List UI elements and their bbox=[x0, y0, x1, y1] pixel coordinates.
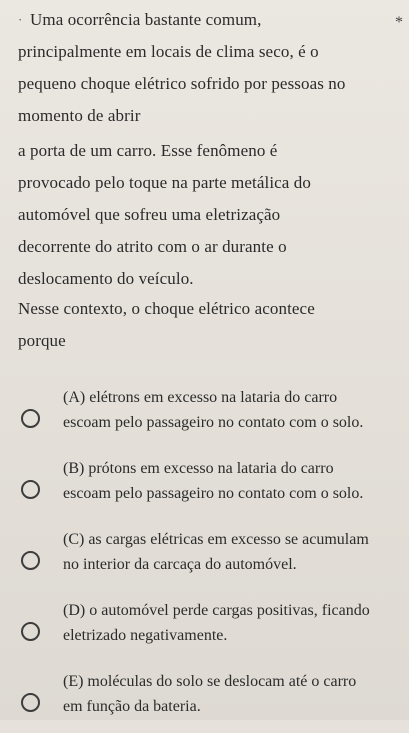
question-line-8: decorrente do atrito com o ar durante o bbox=[18, 237, 287, 256]
option-e[interactable] bbox=[0, 669, 409, 733]
question-prompt bbox=[18, 293, 400, 357]
radio-icon[interactable] bbox=[21, 622, 40, 641]
question-line-3: pequeno choque elétrico sofrido por pessoas no bbox=[18, 74, 346, 93]
question-line-4: momento de abrir bbox=[18, 106, 141, 125]
question-line-6: provocado pelo toque na parte metálica do bbox=[18, 173, 311, 192]
bullet-dot: · bbox=[18, 12, 23, 27]
option-c[interactable] bbox=[0, 527, 409, 591]
option-b-label: (B) prótons em excesso na lataria do carro escoam pelo passageiro no contato com o solo. bbox=[63, 460, 364, 502]
question-line-2: principalmente em locais de clima seco, é o bbox=[18, 42, 319, 61]
question-line-5: a porta de um carro. Esse fenômeno é bbox=[18, 141, 278, 160]
radio-icon[interactable] bbox=[21, 551, 40, 570]
radio-icon[interactable] bbox=[21, 409, 40, 428]
question-text-block-2 bbox=[18, 135, 400, 295]
radio-icon[interactable] bbox=[21, 480, 40, 499]
option-c-label: (C) as cargas elétricas em excesso se acumulam no interior da carcaça do automóvel. bbox=[63, 531, 369, 573]
option-a[interactable] bbox=[0, 385, 409, 449]
option-d[interactable] bbox=[0, 598, 409, 662]
question-line-1: · Uma ocorrência bastante comum, bbox=[30, 4, 390, 36]
question-line-9: deslocamento do veículo. bbox=[18, 269, 194, 288]
option-d-label: (D) o automóvel perde cargas positivas, ficando eletrizado negativamente. bbox=[63, 602, 370, 644]
option-e-label: (E) moléculas do solo se deslocam até o carro em função da bateria. bbox=[63, 673, 357, 715]
question-line-7: automóvel que sofreu uma eletrização bbox=[18, 205, 281, 224]
question-line-11: porque bbox=[18, 331, 66, 350]
option-b[interactable] bbox=[0, 456, 409, 520]
option-a-label: (A) elétrons em excesso na lataria do carro escoam pelo passageiro no contato com o solo. bbox=[63, 389, 364, 431]
radio-icon[interactable] bbox=[21, 693, 40, 712]
question-line-10: Nesse contexto, o choque elétrico acontece bbox=[18, 299, 315, 318]
required-marker: * bbox=[395, 14, 403, 31]
question-text-block-1 bbox=[18, 36, 400, 132]
